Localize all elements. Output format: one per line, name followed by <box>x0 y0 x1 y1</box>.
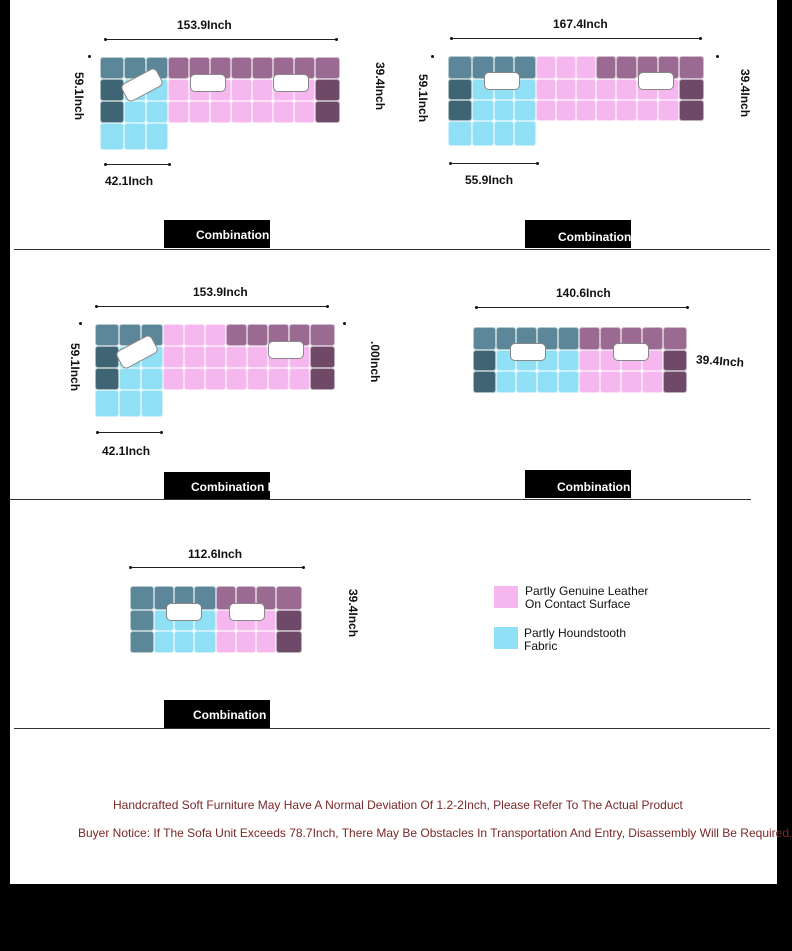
right-dimension: .00Inch <box>368 341 382 383</box>
right-dimension: 39.4Inch <box>738 69 752 118</box>
top-dimension-line <box>130 567 304 568</box>
combination-label: Combination G <box>164 220 270 248</box>
corner-dot <box>88 55 91 58</box>
top-dimension-line <box>96 306 328 307</box>
combination-label: Combination M <box>164 700 270 728</box>
corner-dot <box>79 322 82 325</box>
deviation-notice: Handcrafted Soft Furniture May Have A Normal Deviation Of 1.2-2Inch, Please Refer To The Actual Product <box>113 798 683 812</box>
top-dimension: 167.4Inch <box>553 17 608 31</box>
sofa-diagram <box>448 56 704 146</box>
bottom-dimension: 42.1Inch <box>102 444 151 458</box>
bottom-dimension: 55.9Inch <box>465 173 514 187</box>
combination-label: Combination L <box>525 470 631 498</box>
top-dimension: 153.9Inch <box>177 18 232 32</box>
top-dimension-line <box>476 307 688 308</box>
bottom-dimension-line <box>450 163 538 164</box>
corner-dot <box>343 322 346 325</box>
top-dimension-line <box>105 39 337 40</box>
section-divider <box>10 499 751 500</box>
top-dimension-line <box>451 38 701 39</box>
combination-label: Combination H <box>525 220 631 248</box>
section-divider <box>14 728 770 729</box>
corner-dot <box>716 55 719 58</box>
top-dimension: 153.9Inch <box>193 285 248 299</box>
sofa-diagram <box>473 327 687 393</box>
left-dimension: 59.1Inch <box>416 74 430 123</box>
left-dimension: 59.1Inch <box>72 72 86 121</box>
fabric-swatch <box>494 627 518 649</box>
buyer-notice: Buyer Notice: If The Sofa Unit Exceeds 78.7Inch, There May Be Obstacles In Transportation And Entry, Disassembly Will Be Required. <box>78 826 792 840</box>
sofa-diagram <box>100 57 340 150</box>
leather-swatch <box>494 586 518 608</box>
sofa-diagram <box>95 324 335 417</box>
right-dimension: 39.4Inch <box>373 62 387 111</box>
right-dimension: 39.4Inch <box>346 589 360 638</box>
corner-dot <box>431 55 434 58</box>
section-divider <box>14 249 770 250</box>
sofa-diagram <box>130 586 302 653</box>
legend-fabric-label: Partly Houndstooth Fabric <box>524 626 627 653</box>
bottom-dimension-line <box>97 432 162 433</box>
combination-label: Combination K <box>164 472 270 500</box>
right-dimension: 39.4Inch <box>695 352 745 370</box>
bottom-dimension: 42.1Inch <box>105 174 154 188</box>
top-dimension: 112.6Inch <box>188 547 243 561</box>
legend-leather-label: Partly Genuine Leather On Contact Surface <box>525 584 649 611</box>
top-dimension: 140.6Inch <box>556 286 611 300</box>
bottom-dimension-line <box>105 164 170 165</box>
left-dimension: 59.1Inch <box>68 343 82 392</box>
content-panel <box>10 0 792 884</box>
